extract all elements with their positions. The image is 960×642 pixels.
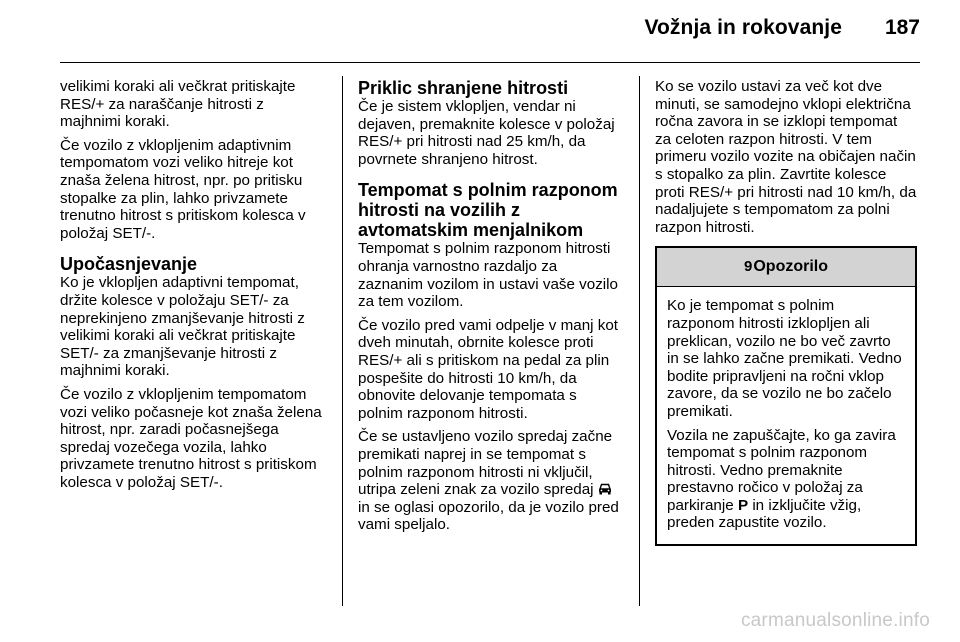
warning-header [657, 248, 915, 287]
section-heading: Upočasnjevanje [60, 254, 198, 275]
column-1 [60, 78, 322, 497]
paragraph [358, 428, 620, 534]
section-title: Vožnja in rokovanje [644, 16, 842, 39]
column-2 [358, 78, 620, 540]
warning-text: in izključite vžig, preden zapustite vozilo. [667, 496, 862, 532]
paragraph-text: Če se ustavljeno vozilo spredaj začne premikati naprej in se tempomat s polnim razponom hitrosti ni vključil, utripa zeleni znak za vozilo spredaj [358, 428, 613, 499]
park-position-label: P [737, 496, 749, 514]
column-divider-1 [342, 76, 343, 606]
section-heading: Priklic shranjene hitrosti [358, 78, 569, 98]
warning-paragraph [667, 427, 905, 533]
section-heading: Tempomat s polnim razponom hitrosti na vozilih z avtomatskim menjalnikom [358, 180, 618, 241]
warning-icon: 9 [744, 258, 753, 276]
paragraph: Če vozilo z vklopljenim adaptivnim tempomatom vozi veliko hitreje kot znaša želena hitrost, npr. po pritisku stopalke za plin, lahko privzamete trenutno hitrost s pritiskom kolesca v položaj SET/-. [60, 136, 306, 242]
vehicle-ahead-icon [598, 483, 612, 495]
paragraph: Če vozilo z vklopljenim tempomatom vozi veliko počasneje kot znaša želena hitrost, npr. zaradi počasnejšega spredaj vozečega vozila, lahko privzamete trenutno hitrost s pritiskom kolesca v položaj SET/-. [60, 385, 322, 491]
header-divider [60, 62, 920, 63]
paragraph: Če vozilo pred vami odpelje v manj kot dveh minutah, obrnite kolesce proti RES/+ ali s pritiskom na pedal za plin pospešite do hitrosti 10 km/h, da obnovite delovanje tempomata s polnim razponom hitrosti. [358, 316, 618, 422]
warning-box [655, 246, 917, 546]
column-divider-2 [639, 76, 640, 606]
paragraph: velikimi koraki ali večkrat pritiskajte RES/+ za naraščanje hitrosti z majhnimi koraki. [60, 78, 296, 131]
warning-paragraph: Ko je tempomat s polnim razponom hitrosti izklopljen ali preklican, vozilo ne bo več zavrto in se lahko začne premikati. Vedno bodite pripravljeni na ročni vklop zavore, da se vozilo ne bo začelo premikati. [667, 297, 902, 420]
warning-text: Vozila ne zapuščajte, ko ga zavira tempomat s polnim razponom hitrosti. Vedno premaknite prestavno ročico v položaj za parkiranje [667, 426, 896, 514]
warning-body [657, 287, 915, 544]
column-3 [655, 78, 917, 546]
paragraph: Ko je vklopljen adaptivni tempomat, držite kolesce v položaju SET/- za neprekinjeno zmanjševanje hitrosti z velikimi koraki ali večkrat pritiskajte SET/- za zmanjševanje hitrosti z majhnimi koraki. [60, 274, 305, 380]
paragraph-text: in se oglasi opozorilo, da je vozilo pred vami speljalo. [358, 498, 619, 534]
paragraph: Ko se vozilo ustavi za več kot dve minuti, se samodejno vklopi električna ročna zavora in se izklopi tempomat za celoten razpon hitrosti. V tem primeru vozilo vozite na običajen način s stopalko za plin. Zavrtite kolesce proti RES/+ pri hitrosti nad 10 km/h, da nadaljujete s tempomatom za polni razpon hitrosti. [655, 78, 917, 236]
paragraph: Če je sistem vklopljen, vendar ni dejaven, premaknite kolesce v položaj RES/+ pri hitrosti nad 25 km/h, da povrnete shranjeno hitrost. [358, 98, 615, 168]
paragraph: Tempomat s polnim razponom hitrosti ohranja varnostno razdaljo za zaznanim vozilom in ustavi vaše vozilo za tem vozilom. [358, 240, 618, 311]
warning-title: Opozorilo [753, 258, 828, 276]
page-number: 187 [884, 16, 920, 39]
watermark: carmanualsonline.info [740, 610, 930, 631]
